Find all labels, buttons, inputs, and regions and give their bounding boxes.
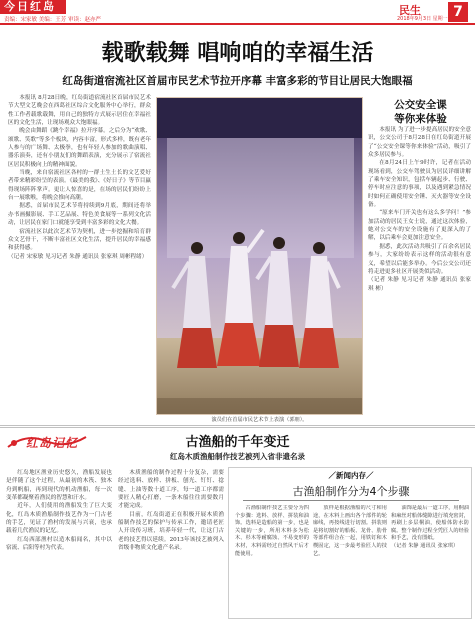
article-subheadline: 红岛街道宿流社区首届市民艺术节拉开序幕 丰富多彩的节目让居民大饱眼福 [62, 75, 413, 87]
box-col-1 [235, 505, 309, 617]
photo-illustration [157, 98, 363, 415]
sidebar-title: 公交安全课 [394, 99, 447, 111]
paragraph: “原来车门开关也有这么多学问！”参加活动的居民王女士说，通过这次体验，她对公交车的安全设施有了更深入的了解，以后乘车会更加注意安全。 [368, 210, 471, 242]
masthead-logo: 今日红岛 [4, 0, 56, 13]
paragraph: 木质渔船的制作过程十分复杂，需要经过选料、放样、拼板、刨光、钉钉、捻缝、上油等数十道工序，每一道工序都需要匠人精心打磨，一条木船往往需要数月才能完成。 [118, 470, 224, 510]
byline: （记者 朱静 见习记者 朱静 通讯员 张家琪 彬） [368, 277, 471, 292]
article-subheadline: 红岛木质渔船制作技艺被列入省非遗名录 [170, 452, 305, 461]
paragraph: 在8月24日上午9时许，记者在活动现场看到，公交车驾驶员为居民详细讲解了乘车安全知识，包括车辆起步、行驶、停车时应注意的事项，以及遇到紧急情况时如何正确使用安全锤、灭火器等安全设备。 [368, 160, 471, 209]
paragraph: 红岛西部渔村以造木船闻名，其中以宿流、后阳等村为代表。 [6, 536, 112, 552]
photo-caption: 演员们在首届市民艺术节上表演（郭朋）。 [211, 417, 308, 423]
paragraph: 红岛地区渔业历史悠久，渔船发展也是伴随了这个过程，从最初的木筏、独木舟到帆船，再到现代的机动渔船，每一次变革都凝聚着渔民的智慧和汗水。 [6, 470, 112, 502]
section-divider [0, 427, 475, 428]
sidebar-body [368, 126, 471, 416]
issue-date: 2018年9月3日 星期一 [397, 16, 448, 22]
box-title: 古渔船制作分为4个步骤 [292, 485, 410, 498]
column-badge-label: 红岛记忆 [26, 436, 79, 450]
paragraph: 放样是根据渔船的尺寸和用途，在木料上画出各个部件的轮廓线，再按线进行切割。拼装则是将切割好的船板、龙骨、肋骨等部件组合在一起，用铁钉和木楔固定，这一步最考验匠人的技艺。 [313, 505, 387, 557]
paragraph: 宿流社区以此次艺术节为契机，进一步挖掘和培育群众文艺骨干，不断丰富社区文化生活，提升居民的幸福感和获得感。 [8, 228, 151, 252]
page-number: 7 [448, 2, 468, 22]
page-header [0, 0, 475, 26]
paragraph: 目前，红岛街道正在积极开展木质渔船制作技艺的保护与传承工作，邀请老匠人开设传习班，培养年轻一代，让这门古老的技艺得以延续。2013年该技艺被列入省级非物质文化遗产名录。 [118, 511, 224, 552]
paragraph: 本报讯 8月28日晚，红岛街道宿流社区首届市民艺术节大型文艺晚会在西葛社区综合文化服务中心举行，群众性工作者载歌载舞，用自己的独特方式展示居住在幸福社区的文化生活，让现场观众大饱眼福。 [8, 95, 151, 127]
editor-credits: 责编：宋家敏 美编：王芳 审读：赵亦严 [4, 17, 101, 23]
news-memory-box [228, 467, 472, 619]
masthead-logo-box [0, 0, 66, 14]
box-col-2 [313, 505, 387, 617]
paragraph: 据悉，此次活动共吸引了百余名居民参与，大家纷纷表示这样的活动很有意义，希望以后能多举办。今后公交公司还将走进更多社区开展类似活动。 [368, 243, 471, 275]
paragraph: 古渔船制作技艺主要分为四个步骤：选料、放样、拼装和油饰。选料是造船的第一步，也是关键的一步，所用木料多为松木、杉木等耐腐蚀、不易变形的木材，木料需经过自然风干后才能使用。 [235, 505, 309, 557]
header-rule [0, 23, 475, 25]
paragraph: 晚会由舞蹈《跳个幸福》拉开序幕。之后分为“欢歌、颂歌、笑歌”等多个板块，内容丰富，形式多样，既有老年人参与的广场舞、太极拳，也有年轻人参加的歌曲演唱、器乐演奏，还有小朋友们的舞蹈表演，充分展示了宿流社区居民积极向上的精神面貌。 [8, 128, 151, 168]
paragraph: 据悉，首届市民艺术节将持续到9月底，期间还将举办书画摄影展、手工艺品展、特色美食展等一系列文化活动，让居民在家门口就能享受到丰富多彩的文化大餐。 [8, 203, 151, 227]
article-body-col-1 [6, 469, 112, 617]
byline: （记者 宋家敏 见习记者 朱静 通讯员 张家琪 周彬程绪） [8, 253, 148, 260]
box-col-3 [391, 505, 469, 617]
paragraph: 本报讯 为了进一步提高居民的安全意识，公交公司于8月28日在红岛街道开展了“公交安全课等你来体验”活动，吸引了众多居民参与。 [368, 127, 471, 159]
sidebar-title-line2: 等你来体验 [394, 113, 447, 125]
box-rule [243, 500, 459, 501]
article-body [8, 94, 151, 397]
paragraph: 近年，人们使用的渔船发生了巨大变化，红岛木质渔船制作技艺作为一门古老的手艺，见证了渔村的发展与兴衰，也承载着几代渔民的记忆。 [6, 503, 112, 535]
paragraph: 当晚，来自宿流社区各村的一群土生土长的文艺爱好者带来精彩纷呈的表演。《最美的我》、《好日子》等节目赢得现场阵阵掌声。更让人惊喜的是，在场的居民们纷纷上台一展歌喉，将晚会推向高潮。 [8, 170, 151, 202]
stage-performance-photo [156, 97, 363, 415]
box-tag: ／新闻内存／ [328, 471, 374, 480]
section-divider [0, 425, 475, 426]
section-name: 民生 [399, 4, 421, 17]
paragraph: 油饰是最后一道工序，用桐油和麻丝对船体缝隙进行填充密封，再刷上多层桐油，使船体防水防腐。整个制作过程全凭匠人的经验和手艺，没有图纸。 [391, 505, 469, 542]
byline: （记者 朱静 通讯员 张家琪） [391, 542, 459, 549]
article-headline: 载歌载舞 唱响咱的幸福生活 [101, 41, 374, 66]
article-headline: 古渔船的千年变迁 [185, 435, 290, 450]
article-body-col-2 [118, 469, 224, 617]
